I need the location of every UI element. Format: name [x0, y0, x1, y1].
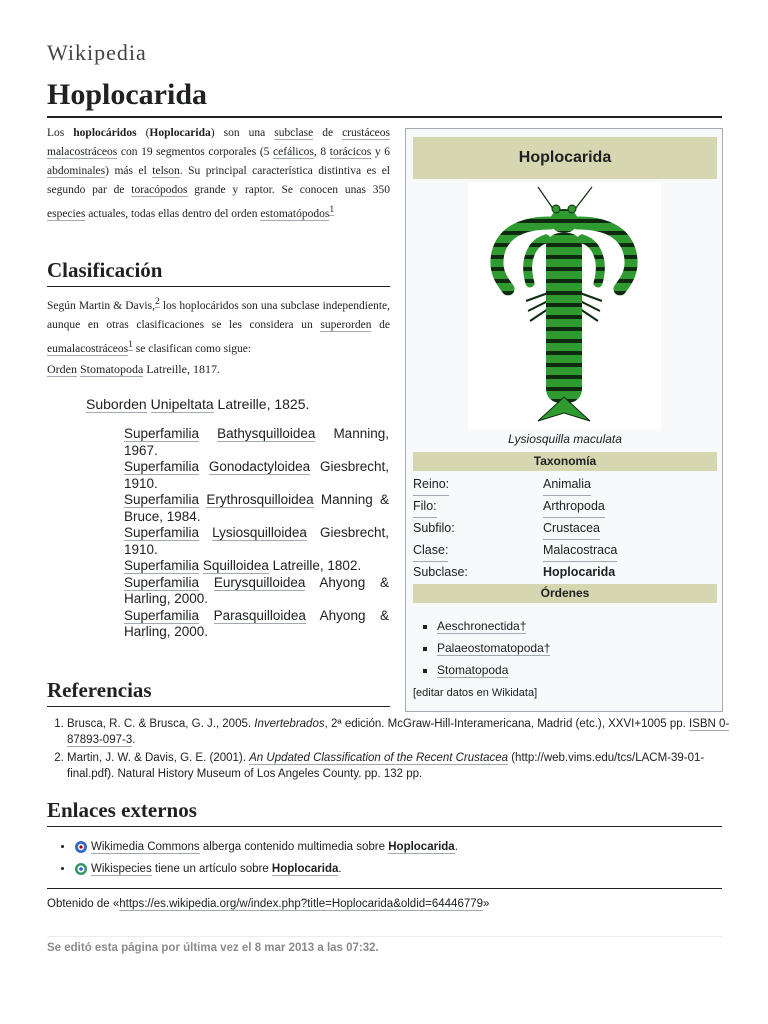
- ref-1[interactable]: 1: [329, 204, 335, 215]
- link-orden[interactable]: Orden: [47, 362, 77, 376]
- orden-item: [437, 659, 550, 681]
- orden-item: [437, 615, 550, 637]
- taxobox-row-filo: [413, 495, 717, 517]
- link-clase[interactable]: Clase:: [413, 539, 448, 562]
- taxobox-row-subclase: [413, 561, 717, 583]
- orden-item: [437, 637, 550, 659]
- edit-wikidata-link[interactable]: [editar datos en Wikidata]: [413, 687, 538, 699]
- label-subfilo: Subfilo:: [413, 521, 455, 535]
- link-superfamilia[interactable]: Superfamilia: [124, 525, 200, 540]
- wikimedia-commons-icon: [74, 840, 88, 854]
- heading-clasificacion: Clasificación: [47, 258, 390, 287]
- link-wikimedia-commons[interactable]: Wikimedia Commons: [91, 841, 200, 853]
- taxobox-title: Hoplocarida: [413, 137, 717, 179]
- link-superfamilia-name[interactable]: Squilloidea: [202, 558, 269, 573]
- link-reino[interactable]: Reino:: [413, 473, 449, 496]
- footer-divider: [47, 936, 722, 937]
- external-links-list: [60, 836, 458, 880]
- link-cefalicos[interactable]: cefálicos: [273, 146, 314, 158]
- link-filo[interactable]: Filo:: [413, 495, 437, 518]
- ref-1-second[interactable]: 1: [128, 338, 133, 350]
- retrieved-from: Obtenido de «https://es.wikipedia.org/w/index.php?title=Hoplocarida&oldid=64446779»: [47, 898, 490, 910]
- link-superfamilia[interactable]: Superfamilia: [124, 574, 200, 590]
- link-crustaceos-malacostraceos[interactable]: crustáceos malacostráceos: [47, 127, 391, 158]
- external-link-item: • Wikispecies tiene un artículo sobre Hoplocarida.: [74, 858, 458, 880]
- suborden-line: Suborden Unipeltata Latreille, 1825.: [86, 396, 310, 412]
- link-subclase[interactable]: subclase: [274, 127, 314, 139]
- link-superfamilia-name[interactable]: Erythrosquilloidea: [206, 492, 314, 507]
- taxonomia-header: Taxonomía: [413, 452, 717, 471]
- heading-enlaces-externos: Enlaces externos: [47, 798, 722, 827]
- link-superfamilia-name[interactable]: Bathysquilloidea: [217, 426, 316, 441]
- wikipedia-logo[interactable]: Wikipedia: [47, 40, 147, 65]
- ref-2[interactable]: 2: [154, 296, 160, 307]
- footer-separator: [47, 888, 722, 889]
- link-wikispecies[interactable]: Wikispecies: [91, 863, 152, 875]
- link-superfamilia[interactable]: Superfamilia: [124, 426, 200, 441]
- term-hoplocaridos: hoplocáridos: [73, 127, 137, 139]
- external-link-item: • Wikimedia Commons alberga contenido multimedia sobre Hoplocarida.: [74, 836, 458, 858]
- link-eumalacostraceos[interactable]: eumalacostráceos: [47, 342, 129, 355]
- superfamilia-item: Superfamilia Eurysquilloidea Ahyong & Harling, 2000.: [124, 574, 389, 606]
- taxobox-image[interactable]: [468, 183, 661, 430]
- superfamilia-item: Superfamilia Parasquilloidea Ahyong & Harling, 2000.: [124, 607, 389, 639]
- last-edited-notice: Se editó esta página por última vez el 8 mar 2013 a las 07:32.: [47, 942, 379, 954]
- superfamilia-list: [124, 426, 389, 641]
- link-superfamilia-name[interactable]: Parasquilloidea: [213, 607, 306, 623]
- isbn-link[interactable]: ISBN 0-87893-097-3: [67, 718, 730, 746]
- link-superfamilia-name[interactable]: Gonodactyloidea: [208, 459, 311, 474]
- link-superfamilia-name[interactable]: Lysiosquilloidea: [212, 525, 307, 540]
- value-subclase: Hoplocarida: [543, 565, 616, 579]
- link-superfamilia[interactable]: Superfamilia: [124, 558, 200, 573]
- wikispecies-icon: [74, 862, 88, 876]
- superfamilia-item: Superfamilia Bathysquilloidea Manning, 1967.: [124, 426, 389, 458]
- mantis-shrimp-illustration: [468, 183, 661, 430]
- orden-line: Orden Stomatopoda Latreille, 1817.: [47, 362, 220, 376]
- link-superfamilia[interactable]: Superfamilia: [124, 492, 200, 507]
- taxobox-row-clase: [413, 539, 717, 561]
- permanent-link[interactable]: https://es.wikipedia.org/w/index.php?title=Hoplocarida&oldid=64446779: [119, 898, 484, 910]
- clasificacion-paragraph: Según Martin & Davis,$^2$ los hoplocáridos son una subclase independiente, aunque en otras clasificaciones se les considera un superorden de eumalacostráceos$^1$ se clasifican como sigue:: [47, 296, 390, 355]
- link-malacostraca[interactable]: Malacostraca: [543, 539, 617, 562]
- link-unipeltata[interactable]: Unipeltata: [150, 396, 214, 412]
- external-link[interactable]: An Updated Classification of the Recent Crustacea: [249, 752, 509, 764]
- reference-item: 1. Brusca, R. C. & Brusca, G. J., 2005. Invertebrados, 2ª edición. McGraw-Hill-Interamericana, Madrid (etc.), XXVI+1005 pp. ISBN 0-87893-097-3.: [67, 716, 747, 748]
- taxobox-row-subfilo: [413, 517, 717, 539]
- ordenes-header: Órdenes: [413, 584, 717, 603]
- link-stomatopoda[interactable]: Stomatopoda: [80, 362, 144, 376]
- link-superorden[interactable]: superorden: [320, 318, 372, 331]
- link-commons-hoplocarida[interactable]: Hoplocarida: [388, 841, 455, 853]
- link-superfamilia[interactable]: Superfamilia: [124, 459, 200, 474]
- taxobox-caption[interactable]: Lysiosquilla maculata: [508, 432, 622, 446]
- term-hoplocarida: Hoplocarida: [149, 127, 211, 139]
- label-subclase: Subclase:: [413, 565, 468, 579]
- link-estomatopodos[interactable]: estomatópodos: [260, 207, 330, 220]
- link-species-hoplocarida[interactable]: Hoplocarida: [271, 863, 339, 875]
- link-stomatopoda-order[interactable]: Stomatopoda: [437, 663, 509, 677]
- superfamilia-item: Superfamilia Gonodactyloidea Giesbrecht, 1910.: [124, 459, 389, 491]
- taxobox-row-reino: [413, 473, 717, 495]
- link-animalia[interactable]: Animalia: [543, 473, 591, 496]
- references-list: [47, 716, 747, 784]
- superfamilia-item: Superfamilia Erythrosquilloidea Manning & Bruce, 1984.: [124, 492, 389, 524]
- superfamilia-item: Superfamilia Squilloidea Latreille, 1802.: [124, 558, 362, 573]
- link-abdominales[interactable]: abdominales: [47, 165, 106, 177]
- link-toracopodos[interactable]: toracópodos: [131, 184, 188, 196]
- link-crustacea[interactable]: Crustacea: [543, 517, 600, 540]
- link-especies[interactable]: especies: [47, 207, 86, 220]
- link-palaeostomatopoda[interactable]: Palaeostomatopoda†: [437, 641, 551, 655]
- link-superfamilia[interactable]: Superfamilia: [124, 607, 200, 623]
- ordenes-list: [423, 615, 550, 681]
- link-arthropoda[interactable]: Arthropoda: [543, 495, 605, 518]
- link-toracicos[interactable]: torácicos: [329, 146, 372, 158]
- link-suborden[interactable]: Suborden: [86, 396, 147, 412]
- superfamilia-item: Superfamilia Lysiosquilloidea Giesbrecht, 1910.: [124, 525, 389, 557]
- link-telson[interactable]: telson: [152, 165, 180, 177]
- heading-referencias: Referencias: [47, 678, 390, 707]
- page-title: Hoplocarida: [47, 78, 722, 118]
- taxobox: [405, 128, 723, 712]
- intro-paragraph: Los hoplocáridos (Hoplocarida) son una subclase de crustáceos malacostráceos con 19 segmentos corporales (5 cefálicos, 8 torácicos y 6 abdominales) más el telson. Su principal característica distintiva es el segundo par de toracópodos grande y raptor. Se conocen unas 350 especies actuales, todas ellas dentro del orden estomatópodos$^1$: [47, 127, 391, 220]
- link-superfamilia-name[interactable]: Eurysquilloidea: [213, 574, 306, 590]
- link-aeschronectida[interactable]: Aeschronectida†: [437, 619, 527, 633]
- reference-item: 2. Martin, J. W. & Davis, G. E. (2001). An Updated Classification of the Recent Crustacea (http://web.vims.edu/tcs/LACM-39-01-final.pdf). Natural History Museum of Los Angeles County. pp. 132 pp.: [67, 750, 747, 782]
